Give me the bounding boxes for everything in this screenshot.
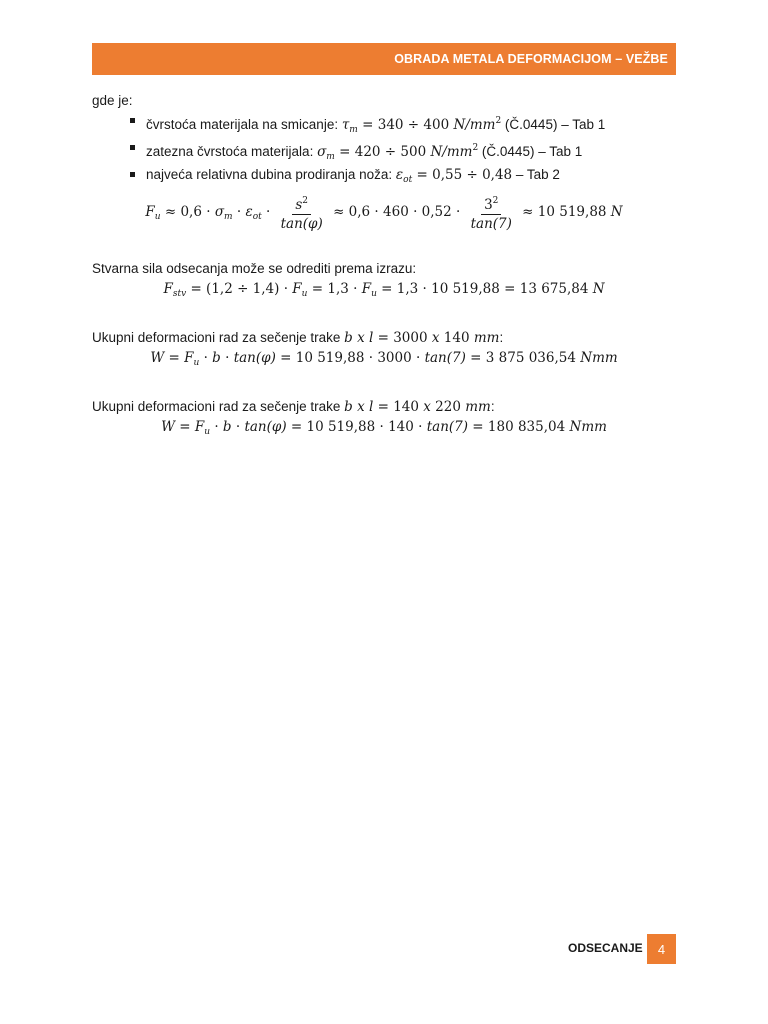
header-title: OBRADA METALA DEFORMACIJOM – VEŽBE [394,52,668,66]
paragraph-work-1: Ukupni deformacioni rad za sečenje trake b x l = 3000 x 140 mm: [92,330,504,346]
definitions-list [92,112,676,189]
list-item: zatezna čvrstoća materijala: $\sigma_m = 420 \div 500$ $N/mm^2$ (Č.0445) – Tab 1 [128,139,676,166]
page-number [647,934,676,964]
force-formula: $F_u \approx 0,6 \cdot \sigma_m \cdot \varepsilon_{ot}$ · $\frac{s^2}{\tan(\varphi)}$ ≈ 0,6 · 460 · 0,52 · $\frac{3^2}{\tan(7)}$ ≈ 10 519,88 N [92,193,676,232]
work-formula-2: $W = F_u \cdot b \cdot \tan(\varphi) = 10$ 519,88 · 140 · tan(7) = 180 835,04 Nmm [161,419,607,437]
document-body [92,92,676,467]
page-number-text: 4 [657,941,666,957]
fraction-32-tan7: $\frac{3^2}{\tan(7)}$ [468,193,515,232]
footer-section-label: ODSECANJE [568,941,643,955]
page-header [92,43,676,75]
paragraph-stv: Stvarna sila odsecanja može se odrediti prema izrazu: [92,261,417,276]
intro-text: gde je: [92,93,133,108]
paragraph-work-2: Ukupni deformacioni rad za sečenje trake b x l = 140 x 220 mm: [92,399,495,415]
stv-formula: $F_{stv} = (1,2 \div 1,4) \cdot F_u = 1,3 \cdot F_u = 1,3 \cdot 10$ 519,88 = 13 675,84 N [163,281,605,299]
list-item: najveća relativna dubina prodiranja noža: $\varepsilon_{ot} = 0,55 \div 0,48$ – Tab 2 [128,166,676,189]
fraction-s2-tanphi: $\frac{s^2}{\tan(\varphi)}$ [278,193,326,232]
list-item: čvrstoća materijala na smicanje: $\tau_m = 340 \div 400$ $N/mm^2$ (Č.0445) – Tab 1 [128,112,676,139]
work-formula-1: $W = F_u \cdot b \cdot \tan(\varphi) = 10$ 519,88 · 3000 · tan(7) = 3 875 036,54 Nmm [150,350,618,368]
